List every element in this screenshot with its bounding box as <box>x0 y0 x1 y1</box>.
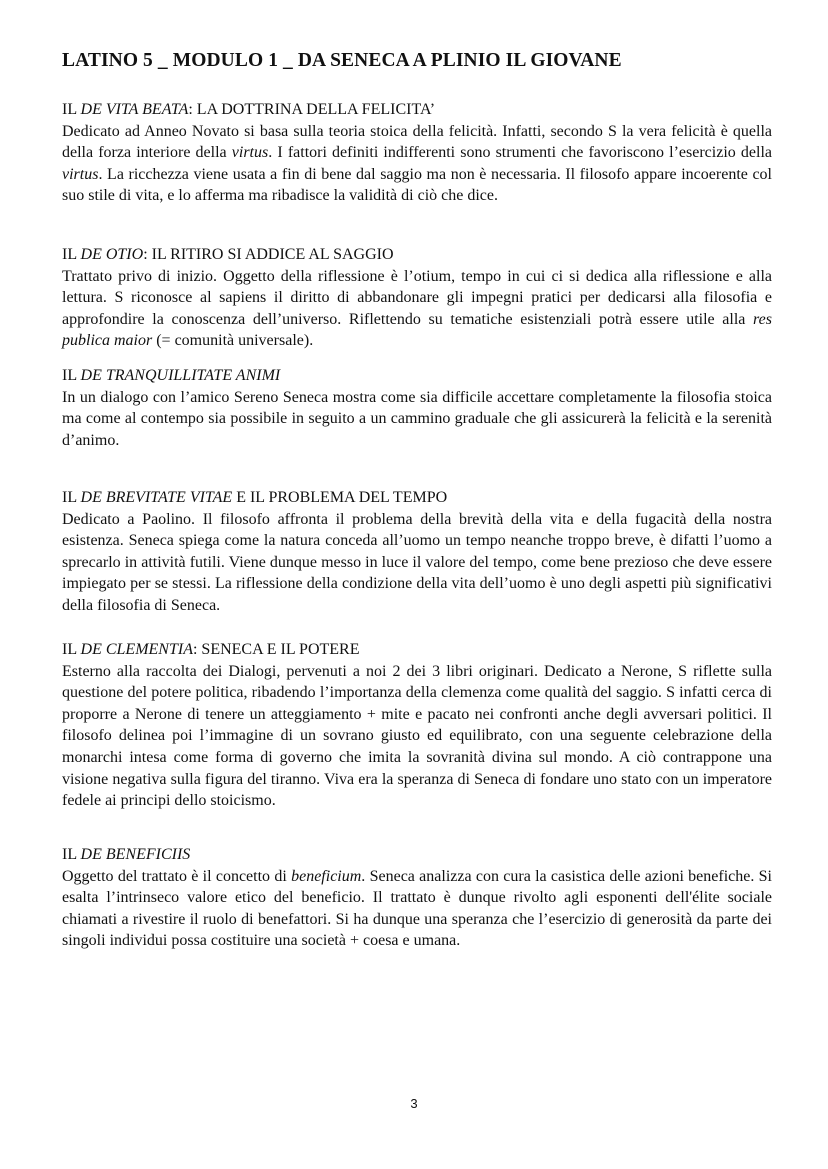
section-heading <box>62 244 772 266</box>
section-heading <box>62 487 772 509</box>
section-paragraph <box>62 661 772 812</box>
heading-text: IL <box>62 101 81 118</box>
heading-text: DE BENEFICIIS <box>80 846 191 863</box>
paragraph-text: . La ricchezza viene usata a fin di bene dal saggio ma non è necessaria. Il filosofo appare incoerente col suo stile di vita, e lo afferma ma ribadisce la validità di ciò che dice. <box>62 165 772 205</box>
section-de-clementia <box>62 639 772 812</box>
section-de-otio <box>62 244 772 352</box>
page-number: 3 <box>410 1096 418 1111</box>
section-paragraph <box>62 121 772 207</box>
section-heading <box>62 99 772 121</box>
paragraph-text: (= comunità universale). <box>152 332 314 350</box>
document-title: LATINO 5 _ MODULO 1 _ DA SENECA A PLINIO IL GIOVANE <box>62 50 622 71</box>
heading-text: : IL RITIRO SI ADDICE AL SAGGIO <box>143 246 394 263</box>
heading-text: IL <box>62 641 81 658</box>
section-heading <box>62 365 772 387</box>
paragraph-text: Dedicato a Paolino. Il filosofo affronta il problema della brevità della vita e della fugacità della nostra esistenza. Seneca spiega come la natura conceda all’uomo un tempo neanche troppo breve, è difatti l’uomo a sprecarlo in attività futili. Viene dunque messo in luce il valore del tempo, come bene prezioso che deve essere impiegato per se stessi. La riflessione della condizione della vita dell’uomo è uno degli aspetti più significativi della filosofia di Seneca. <box>62 510 772 614</box>
paragraph-text: Dedicato ad Anneo Novato si basa sulla teoria stoica della felicità. Infatti, secondo S la vera felicità è quella della forza interiore della <box>62 122 772 162</box>
heading-text: DE BREVITATE VITAE <box>80 489 233 506</box>
heading-text: DE TRANQUILLITATE ANIMI <box>80 367 281 384</box>
section-paragraph <box>62 266 772 352</box>
section-paragraph <box>62 866 772 952</box>
heading-text: : SENECA E IL POTERE <box>192 641 360 658</box>
paragraph-text: beneficium <box>291 867 362 885</box>
paragraph-text: Oggetto del trattato è il concetto di <box>62 867 292 885</box>
section-de-brevitate-vitae <box>62 487 772 617</box>
section-paragraph <box>62 387 772 452</box>
section-heading <box>62 844 772 866</box>
paragraph-text: . Seneca analizza con cura la casistica delle azioni benefiche. Si esalta l’intrinseco valore etico del beneficio. Il trattato è dunque rivolto agli esponenti dell'élite sociale chiamati a rivestire il ruolo di benefattori. Si ha dunque una speranza che l’esercizio di generosità da parte dei singoli individui possa costituire una società + coesa e umana. <box>62 867 772 950</box>
paragraph-text: virtus <box>62 165 99 183</box>
section-heading <box>62 639 772 661</box>
paragraph-text: In un dialogo con l’amico Sereno Seneca mostra come sia difficile accettare completamente la filosofia stoica ma come al contempo sia possibile in seguito a un cammino graduale che gli assicurerà la felicità e la serenità d’animo. <box>62 388 772 449</box>
paragraph-text: Trattato privo di inizio. Oggetto della riflessione è l’otium, tempo in cui ci si dedica alla riflessione e alla lettura. S riconosce al sapiens il diritto di abbandonare gli impegni pratici per dedicarsi alla filosofia e approfondire la conoscenza dell’universo. Riflettendo su tematiche esistenziali potrà essere utile alla <box>62 267 772 328</box>
heading-text: IL <box>62 367 81 384</box>
paragraph-text: . I fattori definiti indifferenti sono strumenti che favoriscono l’esercizio della <box>268 144 772 162</box>
paragraph-text: virtus <box>231 144 269 162</box>
heading-text: IL <box>62 846 81 863</box>
section-de-beneficiis <box>62 844 772 952</box>
section-de-vita-beata <box>62 99 772 207</box>
heading-text: E IL PROBLEMA DEL TEMPO <box>232 489 448 506</box>
heading-text: : LA DOTTRINA DELLA FELICITA’ <box>188 101 436 118</box>
heading-text: DE VITA BEATA <box>80 101 189 118</box>
section-paragraph <box>62 509 772 617</box>
heading-text: DE CLEMENTIA <box>80 641 193 658</box>
paragraph-text: res publica maior <box>62 310 772 350</box>
section-de-tranquillitate-animi <box>62 365 772 451</box>
heading-text: IL <box>62 489 81 506</box>
paragraph-text: Esterno alla raccolta dei Dialogi, pervenuti a noi 2 dei 3 libri originari. Dedicato a Nerone, S riflette sulla questione del potere politica, ribadendo l’importanza della clemenza come qualità del saggio. S infatti cerca di proporre a Nerone di tenere un atteggiamento + mite e pacato nei confronti anche degli avversari politici. Il filosofo delinea poi l’immagine di un sovrano giusto ed equilibrato, con una seguente celebrazione della monarchi intesa come forma di governo che imita la sovranità divina sul mondo. A ciò contrappone una visione negativa sulla figura del tiranno. Viva era la speranza di Seneca di fondare uno stato con un imperatore fedele ai principi dello stoicismo. <box>62 662 772 810</box>
heading-text: DE OTIO <box>80 246 144 263</box>
heading-text: IL <box>62 246 81 263</box>
